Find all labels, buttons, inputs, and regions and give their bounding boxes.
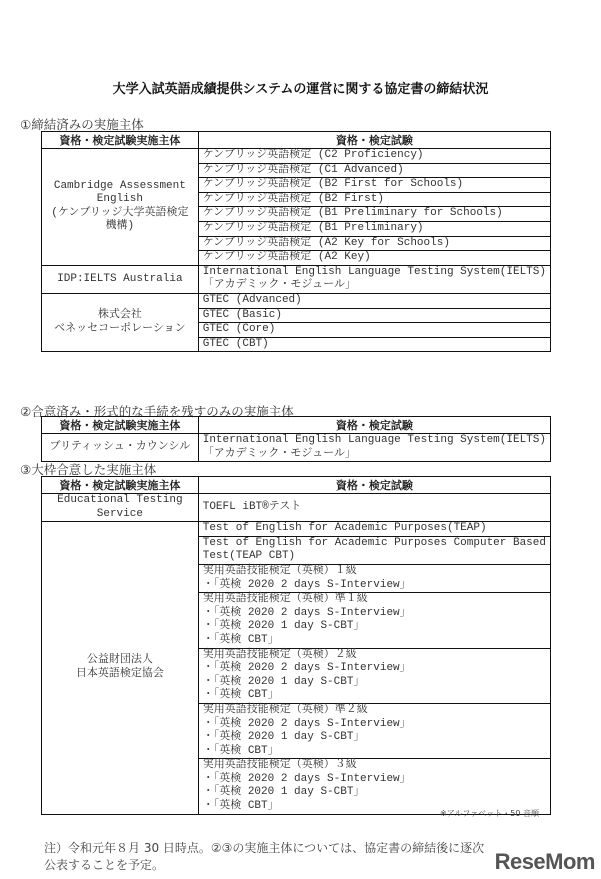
test-cell (198, 536, 550, 564)
org-name: 日本英語検定協会 (75, 667, 164, 680)
test-cell (198, 293, 550, 308)
header-org: 資格・検定試験実施主体 (42, 132, 199, 149)
resemom-logo: ReseMom (494, 849, 595, 874)
test-cell (198, 337, 550, 352)
note-line: 公表することを予定。 (44, 858, 165, 872)
test-cell (198, 564, 550, 592)
org-cell (42, 494, 199, 522)
test-name: ・「英検 CBT」 (202, 744, 279, 757)
table-row (42, 522, 551, 537)
test-cell (198, 251, 550, 266)
test-name: ケンブリッジ英語検定 (B1 Preliminary for Schools) (202, 207, 503, 220)
test-cell (198, 648, 550, 703)
header-test: 資格・検定試験 (198, 477, 550, 494)
org-cell (42, 434, 199, 462)
test-cell (198, 163, 550, 178)
table-header (42, 132, 551, 149)
test-name: ・「英検 CBT」 (202, 800, 279, 813)
test-name: International English Language Testing System(IELTS) (202, 434, 546, 446)
footnote: ※アルファベット・50 音順 (440, 809, 539, 818)
test-name: ケンブリッジ英語検定 (B2 First) (202, 192, 384, 205)
section-heading: ③大枠合意した実施主体 (20, 462, 157, 477)
test-cell (198, 178, 550, 193)
table-header (42, 417, 551, 434)
test-cell (198, 236, 550, 251)
org-cell (42, 293, 199, 351)
test-name: ・「英検 2020 2 days S-Interview」 (202, 606, 411, 619)
table-header (42, 477, 551, 494)
header-org: 資格・検定試験実施主体 (42, 417, 199, 434)
header-test: 資格・検定試験 (198, 417, 550, 434)
test-name: ・「英検 2020 1 day S-CBT」 (202, 620, 365, 633)
test-name: 実用英語技能検定（英検）３級 (202, 759, 357, 772)
test-cell (198, 192, 550, 207)
org-name: ベネッセコーポレーション (54, 322, 186, 335)
note (44, 840, 484, 874)
org-name: 株式会社 (97, 309, 142, 322)
test-name: ・「英検 2020 2 days S-Interview」 (202, 717, 411, 730)
test-cell (198, 323, 550, 338)
org-name: 公益財団法人 (86, 654, 153, 667)
org-cell (42, 149, 199, 266)
table-row (42, 293, 551, 308)
test-name: TOEFL iBT®テスト (202, 500, 302, 513)
test-name: ・「英検 2020 1 day S-CBT」 (202, 786, 365, 799)
test-name: ・「英検 2020 2 days S-Interview」 (202, 662, 411, 675)
agreement-table (41, 416, 551, 462)
test-name: International English Language Testing System(IELTS) (202, 265, 546, 278)
test-cell (198, 221, 550, 236)
test-name: ケンブリッジ英語検定 (A2 Key) (202, 251, 371, 264)
table-row (42, 494, 551, 522)
table-row (42, 149, 551, 164)
test-cell (198, 207, 550, 222)
test-name: ・「英検 2020 2 days S-Interview」 (202, 772, 411, 785)
section-heading: ②合意済み・形式的な手続を残すのみの実施主体 (20, 404, 294, 419)
section-heading: ①締結済みの実施主体 (20, 117, 144, 132)
test-name: 実用英語技能検定（英検）準２級 (202, 703, 368, 716)
test-name: 「アカデミック・モジュール」 (202, 279, 356, 292)
test-name: 実用英語技能検定（英検）１級 (202, 564, 357, 577)
test-name: ケンブリッジ英語検定 (B2 First for Schools) (202, 178, 464, 191)
test-name: ケンブリッジ英語検定 (A2 Key for Schools) (202, 236, 450, 249)
header-org: 資格・検定試験実施主体 (42, 477, 199, 494)
test-name: ・「英検 CBT」 (202, 633, 279, 646)
test-name: ・「英検 2020 2 days S-Interview」 (202, 578, 411, 591)
test-cell (198, 593, 550, 648)
test-cell (198, 522, 550, 537)
test-name: ・「英検 2020 1 day S-CBT」 (202, 731, 365, 744)
test-name: Test of English for Academic Purposes(TEAP) (202, 522, 487, 535)
test-cell (198, 703, 550, 758)
test-cell (198, 149, 550, 164)
test-name: ・「英検 2020 1 day S-CBT」 (202, 675, 365, 688)
test-cell (198, 265, 550, 293)
org-name: ブリティッシュ・カウンシル (49, 440, 191, 453)
test-name: GTEC (Advanced) (202, 293, 302, 306)
test-name: ケンブリッジ英語検定 (C2 Proficiency) (202, 149, 424, 161)
note-line: 注）令和元年８月 30 日時点。②③の実施主体については、協定書の締結後に逐次 (44, 841, 485, 855)
test-name: 実用英語技能検定（英検）準１級 (202, 593, 368, 606)
test-name: ケンブリッジ英語検定 (C1 Advanced) (202, 163, 404, 176)
org-name: Educational Testing Service (57, 494, 183, 520)
test-cell (198, 494, 550, 522)
page-title: 大学入試英語成績提供システムの運営に関する協定書の締結状況 (112, 82, 489, 97)
test-name: GTEC (Core) (202, 323, 276, 336)
org-name: Cambridge Assessment English (53, 179, 186, 206)
test-name: ケンブリッジ英語検定 (B1 Preliminary) (202, 221, 424, 234)
test-name: Test(TEAP CBT) (202, 550, 296, 563)
agreement-table (41, 476, 551, 815)
agreement-table (41, 131, 551, 352)
test-name: 実用英語技能検定（英検）２級 (202, 648, 357, 661)
test-name: GTEC (Basic) (202, 308, 282, 321)
test-cell (198, 434, 550, 462)
test-name: ・「英検 CBT」 (202, 689, 279, 702)
table-row (42, 265, 551, 293)
test-cell (198, 759, 550, 814)
header-test: 資格・検定試験 (198, 132, 550, 149)
test-name: 「アカデミック・モジュール」 (202, 447, 356, 460)
test-cell (198, 308, 550, 323)
table-row (42, 434, 551, 462)
test-name: GTEC (CBT) (202, 337, 269, 350)
org-name: IDP:IELTS Australia (57, 272, 183, 285)
test-name: Test of English for Academic Purposes Computer Based (202, 536, 546, 549)
org-name: (ケンブリッジ大学英語検定機構) (51, 206, 189, 233)
org-cell (42, 265, 199, 293)
org-cell (42, 522, 199, 814)
